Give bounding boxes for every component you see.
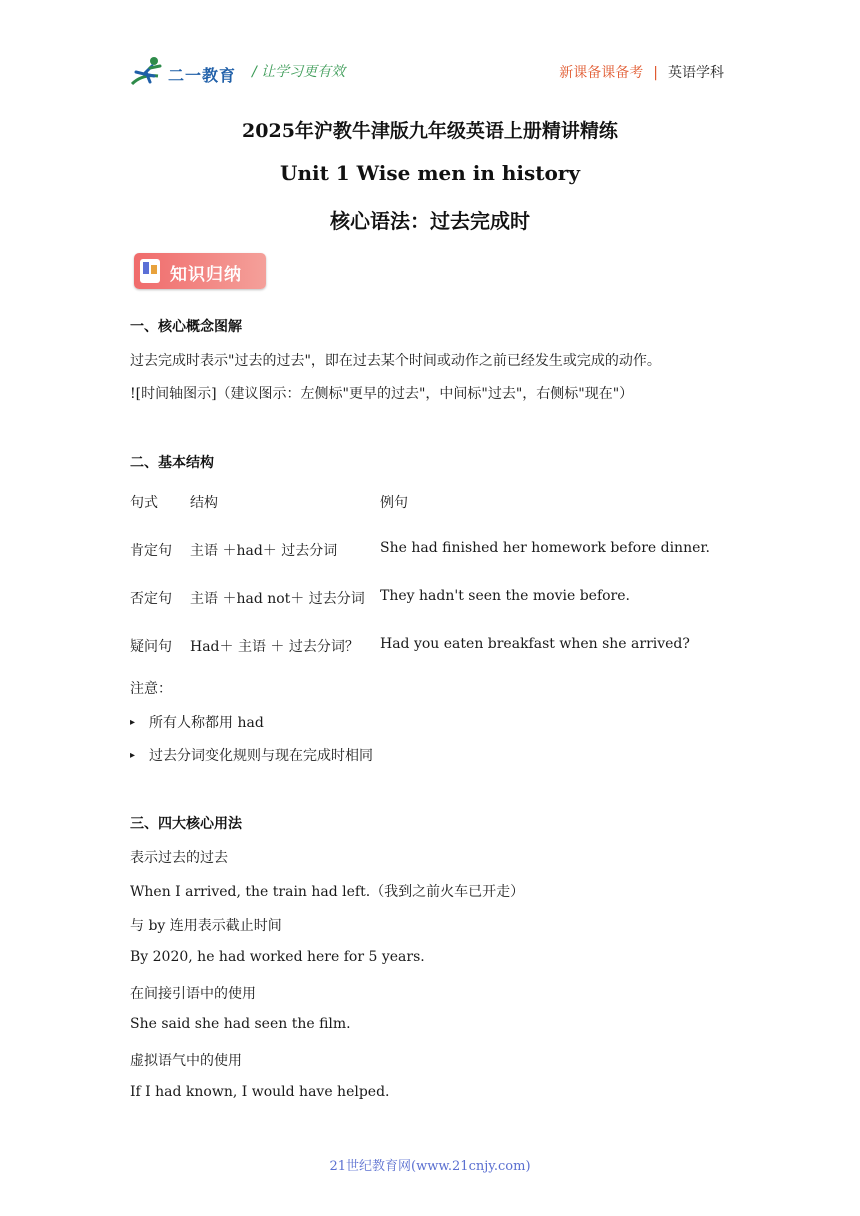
table-header: 句式 — [130, 495, 158, 511]
table-cell: 否定句 — [130, 591, 172, 607]
usage-line: 虚拟语气中的使用 — [130, 1053, 242, 1069]
usage-line: When I arrived, the train had left.（我到之前火车已开走） — [130, 884, 525, 900]
table-header: 例句 — [380, 495, 408, 511]
topic-title: 核心语法：过去完成时 — [330, 209, 530, 233]
usage-line: She said she had seen the film. — [130, 1016, 351, 1032]
slogan: / 让学习更有效 — [252, 64, 346, 80]
badge-label: 知识归纳 — [170, 265, 242, 285]
footer-link[interactable]: 21世纪教育网(www.21cnjy.com) — [329, 1159, 531, 1174]
concept-paragraph: 过去完成时表示"过去的过去"，即在过去某个时间或动作之前已经发生或完成的动作。 — [130, 353, 661, 369]
header-tag-prep: 新课备课备考 — [559, 65, 644, 81]
table-cell: 主语 ＋had＋ 过去分词 — [190, 543, 338, 559]
list-item — [130, 745, 373, 765]
note-label: 注意： — [130, 681, 172, 697]
knowledge-book-icon — [140, 259, 160, 283]
table-cell: Had you eaten breakfast when she arrived? — [380, 636, 690, 652]
timeline-placeholder: ![时间轴图示]（建议图示：左侧标"更早的过去"，中间标"过去"，右侧标"现在"） — [130, 386, 634, 402]
logo-text: 二一教育 — [168, 66, 237, 85]
section-heading-structure: 二、基本结构 — [130, 455, 214, 471]
usage-line: 在间接引语中的使用 — [130, 986, 256, 1002]
table-cell: 疑问句 — [130, 639, 172, 655]
knowledge-summary-badge — [134, 253, 266, 289]
section-heading-concept: 一、核心概念图解 — [130, 319, 242, 335]
unit-title: Unit 1 Wise men in history — [280, 161, 580, 185]
runner-logo-icon — [128, 54, 168, 90]
list-item — [130, 712, 264, 732]
table-cell: 主语 ＋had not＋ 过去分词 — [190, 591, 365, 607]
table-cell: Had＋ 主语 ＋ 过去分词？ — [190, 639, 359, 655]
header-separator: | — [653, 65, 658, 81]
header-right — [559, 62, 724, 82]
header-tag-subject: 英语学科 — [668, 65, 724, 81]
page-title: 2025年沪教牛津版九年级英语上册精讲精练 — [242, 120, 618, 142]
triangle-bullet-icon: ▸ — [130, 717, 136, 728]
table-cell: They hadn't seen the movie before. — [380, 588, 630, 604]
table-header: 结构 — [190, 495, 218, 511]
note-text: 过去分词变化规则与现在完成时相同 — [149, 748, 374, 764]
table-cell: 肯定句 — [130, 543, 172, 559]
usage-line: By 2020, he had worked here for 5 years. — [130, 949, 425, 965]
note-text: 所有人称都用 had — [149, 715, 264, 731]
usage-line: 与 by 连用表示截止时间 — [130, 918, 282, 934]
usage-line: If I had known, I would have helped. — [130, 1084, 390, 1100]
section-heading-usage: 三、四大核心用法 — [130, 816, 242, 832]
usage-line: 表示过去的过去 — [130, 850, 228, 866]
triangle-bullet-icon: ▸ — [130, 750, 136, 761]
table-cell: She had finished her homework before dinner. — [380, 540, 710, 556]
